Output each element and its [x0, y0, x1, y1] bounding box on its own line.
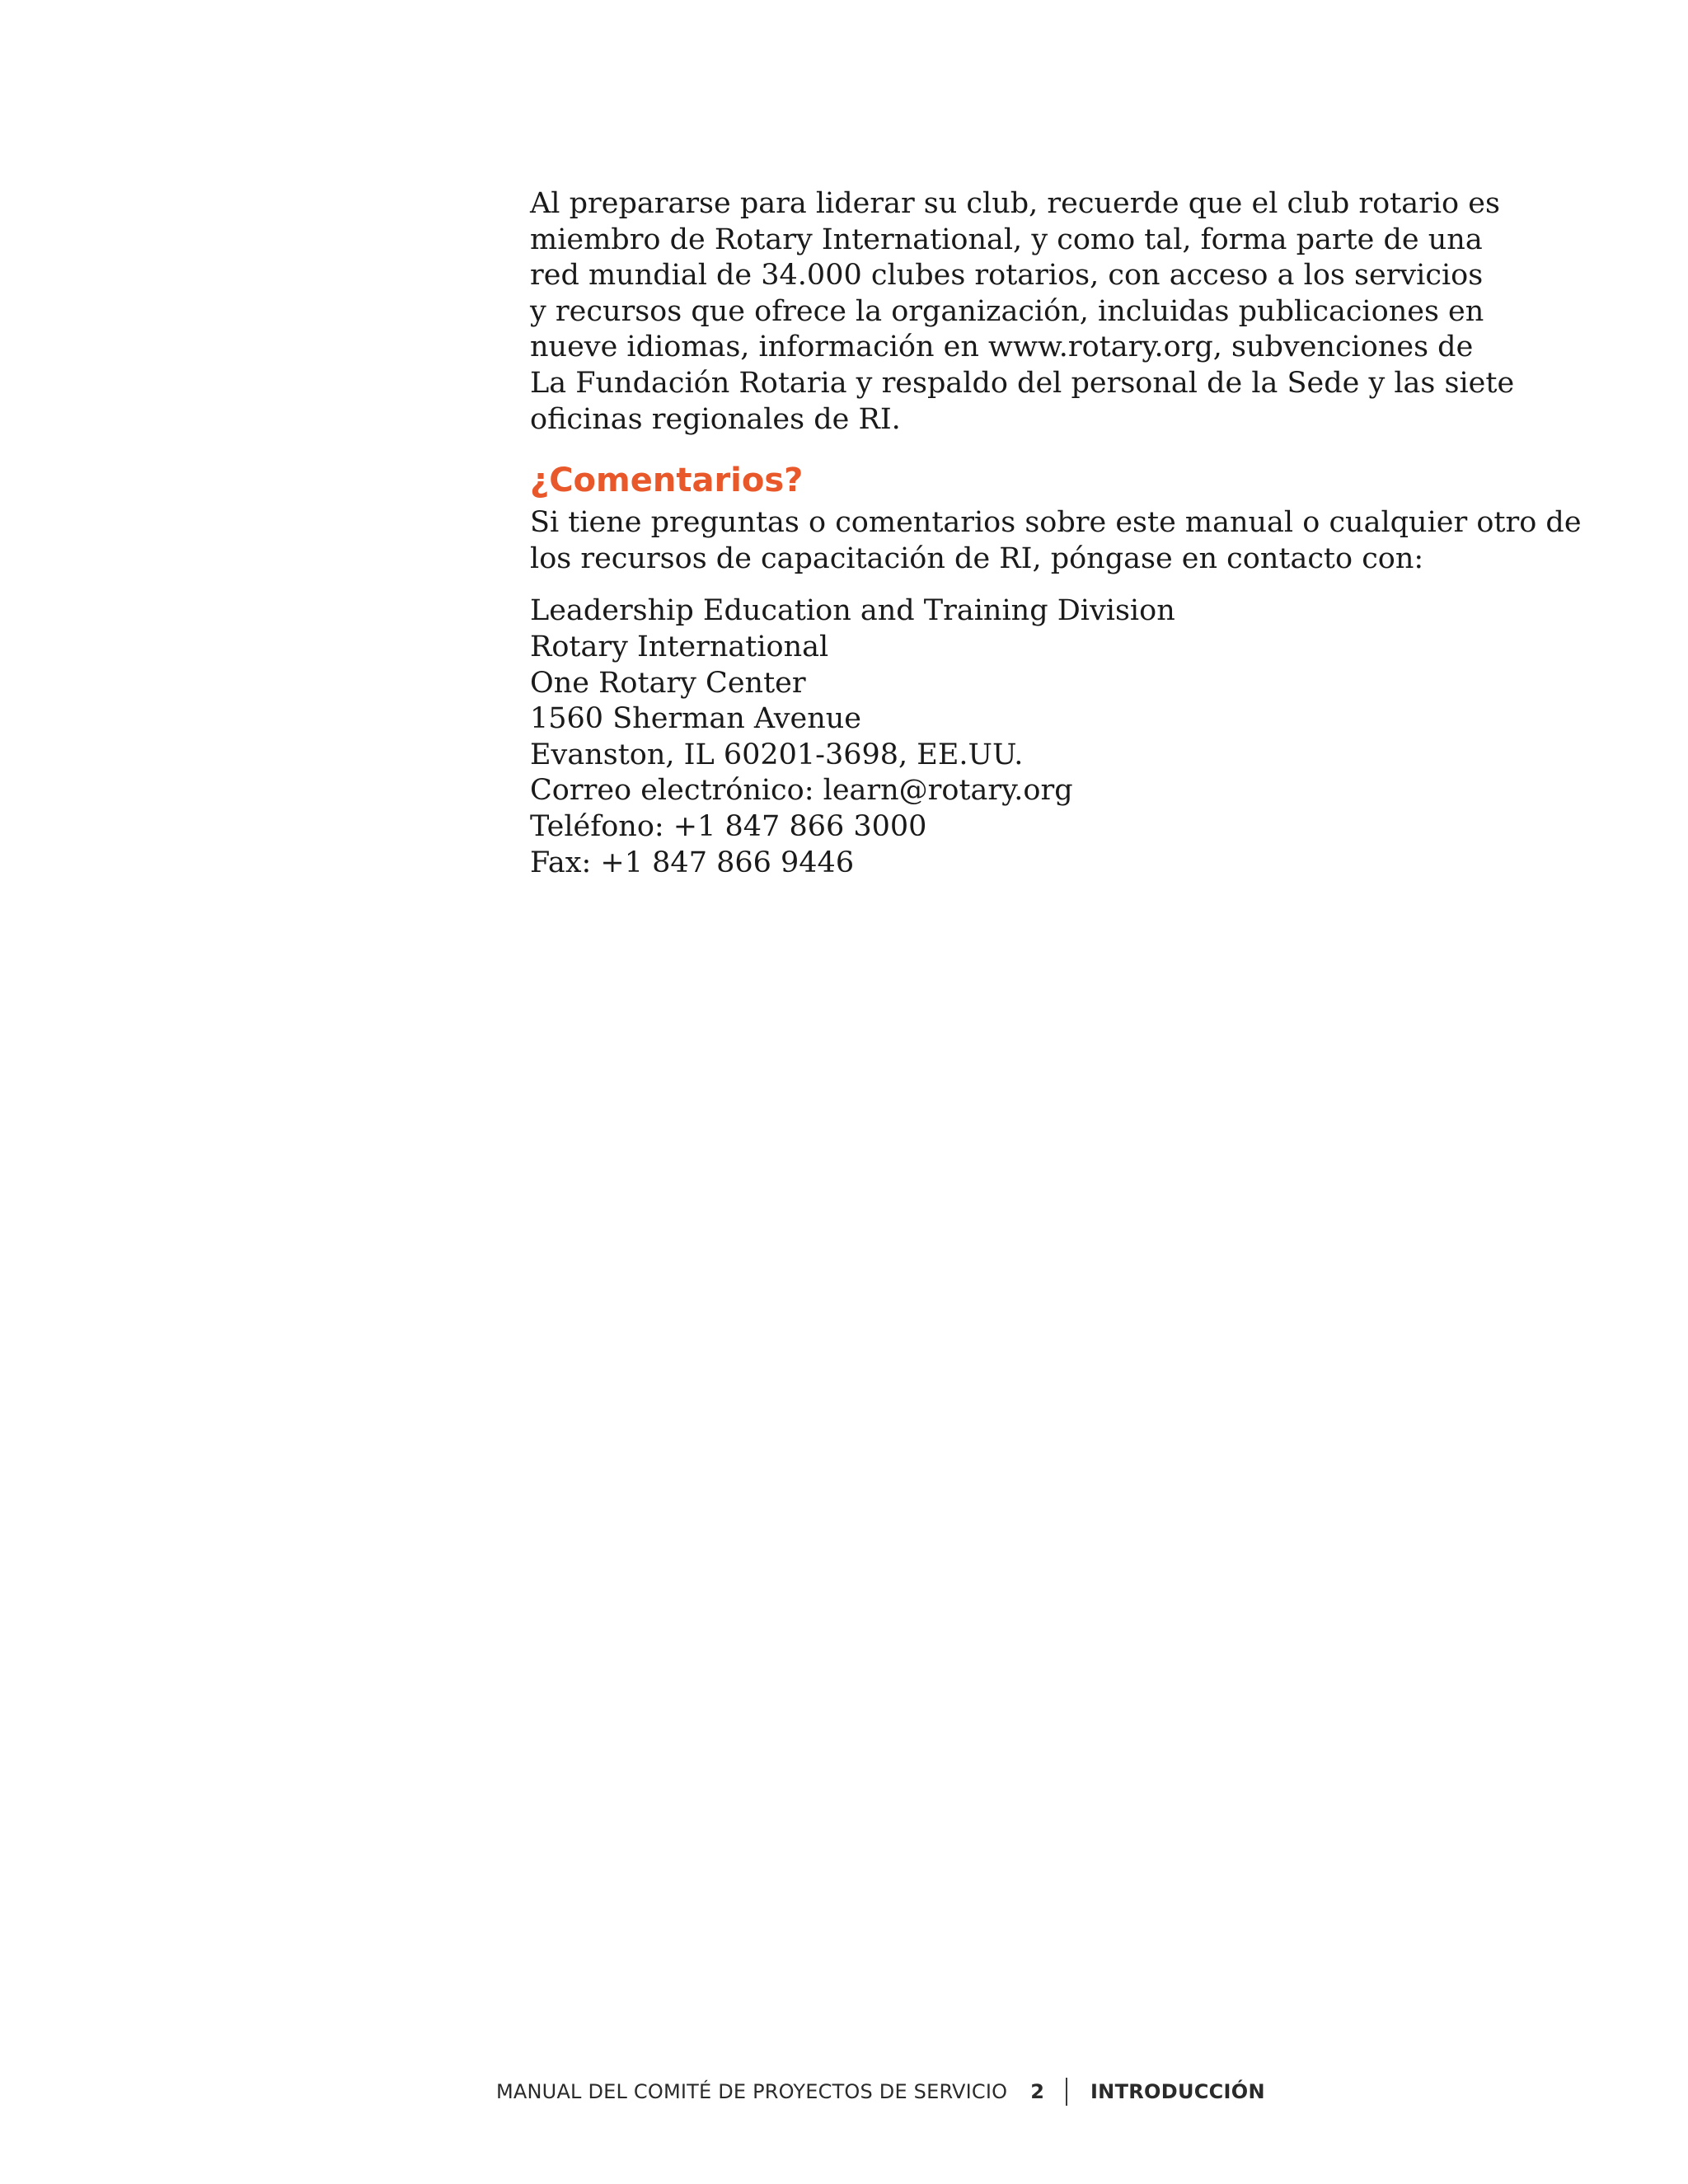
- intro-line: y recursos que ofrece la organización, incluidas publicaciones en: [530, 294, 1484, 328]
- page-number: 2: [1030, 2080, 1044, 2103]
- contact-phone: Teléfono: +1 847 866 3000: [530, 809, 927, 843]
- contact-city: Evanston, IL 60201-3698, EE.UU.: [530, 738, 1024, 771]
- main-content: [530, 186, 1582, 881]
- contact-fax: Fax: +1 847 866 9446: [530, 846, 855, 879]
- intro-line: nueve idiomas, información en www.rotary.org, subvenciones de: [530, 330, 1474, 364]
- intro-line: La Fundación Rotaria y respaldo del personal de la Sede y las siete: [530, 366, 1515, 400]
- intro-line: miembro de Rotary International, y como tal, forma parte de una: [530, 223, 1483, 256]
- intro-line: Al prepararse para liderar su club, recuerde que el club rotario es: [530, 187, 1500, 220]
- contact-building: One Rotary Center: [530, 666, 806, 700]
- contact-email: Correo electrónico: learn@rotary.org: [530, 774, 1073, 808]
- comments-heading: ¿Comentarios?: [530, 462, 804, 500]
- contact-division: Leadership Education and Training Division: [530, 594, 1175, 628]
- intro-paragraph: [530, 186, 1515, 438]
- intro-line: red mundial de 34.000 clubes rotarios, con acceso a los servicios: [530, 259, 1484, 293]
- comments-line: Si tiene preguntas o comentarios sobre este manual o cualquier otro de: [530, 506, 1582, 540]
- footer-divider: [1066, 2078, 1067, 2106]
- page-footer: [496, 2075, 1265, 2108]
- intro-line: oficinas regionales de RI.: [530, 402, 901, 436]
- comments-line: los recursos de capacitación de RI, póngase en contacto con:: [530, 541, 1424, 575]
- contact-street: 1560 Sherman Avenue: [530, 702, 862, 736]
- footer-section-name: INTRODUCCIÓN: [1090, 2080, 1265, 2103]
- comments-paragraph: [530, 505, 1582, 577]
- contact-organization: Rotary International: [530, 630, 829, 663]
- footer-manual-title: MANUAL DEL COMITÉ DE PROYECTOS DE SERVICIO: [496, 2080, 1008, 2103]
- contact-address-block: [530, 593, 1503, 881]
